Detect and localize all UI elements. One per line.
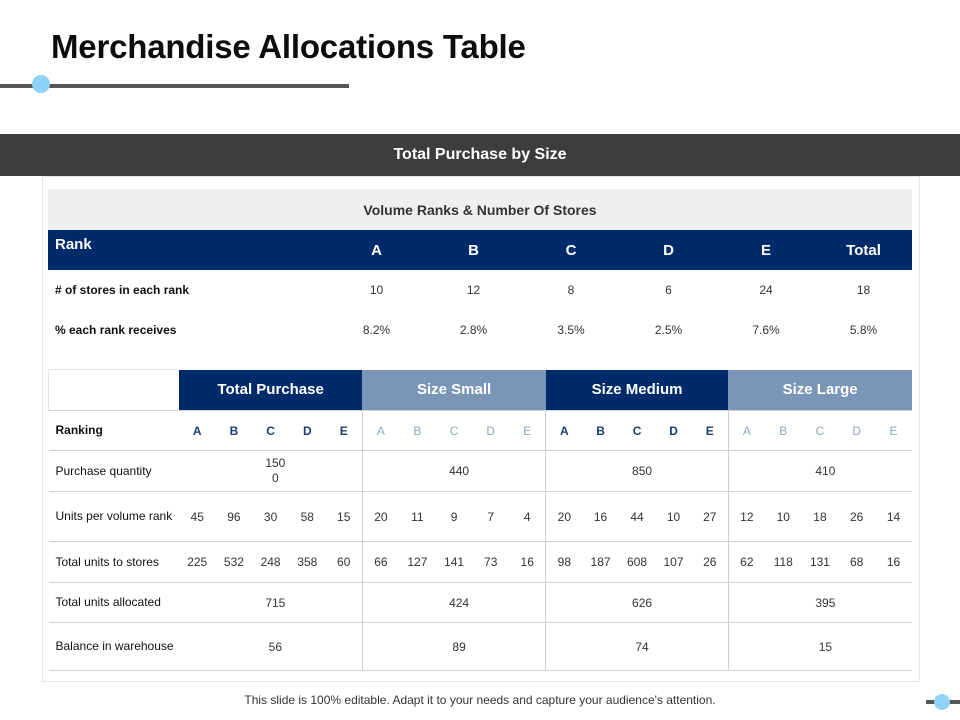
rank-letter: C bbox=[436, 411, 473, 451]
row-label: Total units to stores bbox=[49, 542, 179, 583]
table-cell: 60 bbox=[326, 542, 363, 583]
table-row bbox=[49, 623, 913, 671]
table-cell: 395 bbox=[728, 583, 912, 623]
table-cell: 248 bbox=[252, 542, 289, 583]
table-cell: 9 bbox=[436, 492, 473, 542]
row-label: Total units allocated bbox=[49, 583, 179, 623]
table-cell: 358 bbox=[289, 542, 326, 583]
title-underline bbox=[0, 84, 349, 88]
table-cell: 26 bbox=[692, 542, 728, 583]
title-accent-dot bbox=[32, 75, 50, 93]
table-row bbox=[49, 492, 913, 542]
table-cell: 74 bbox=[546, 623, 728, 671]
volume-ranks-table bbox=[48, 230, 912, 350]
table-cell: 11 bbox=[399, 492, 436, 542]
table-cell: 131 bbox=[802, 542, 839, 583]
row-label: Ranking bbox=[49, 411, 179, 451]
table-cell: 532 bbox=[216, 542, 253, 583]
table-cell: 73 bbox=[472, 542, 509, 583]
rank-col-b: B bbox=[468, 241, 479, 259]
table-cell: 45 bbox=[179, 492, 216, 542]
rank-col-total: Total bbox=[846, 241, 881, 259]
table-cell: 18 bbox=[856, 283, 871, 297]
blank-corner bbox=[49, 370, 179, 411]
table-cell: 8 bbox=[567, 283, 575, 297]
table-cell: 7 bbox=[472, 492, 509, 542]
table-cell: 98 bbox=[546, 542, 582, 583]
row-label: Units per volume rank bbox=[49, 492, 179, 542]
table-cell: 14 bbox=[875, 492, 912, 542]
table-cell: 62 bbox=[728, 542, 765, 583]
group-size-small: Size Small bbox=[362, 370, 546, 411]
table-cell: 56 bbox=[179, 623, 362, 671]
table-cell: 12 bbox=[728, 492, 765, 542]
rank-letter: D bbox=[838, 411, 875, 451]
table-cell: 626 bbox=[546, 583, 728, 623]
table-row bbox=[48, 310, 912, 350]
table-row bbox=[49, 451, 913, 492]
table-cell: 10 bbox=[765, 492, 802, 542]
section-band: Total Purchase by Size bbox=[0, 134, 960, 176]
table-cell: 440 bbox=[362, 451, 546, 492]
rank-col-d: D bbox=[663, 241, 674, 259]
table-cell: 27 bbox=[692, 492, 728, 542]
table-cell: 225 bbox=[179, 542, 216, 583]
table-cell: 89 bbox=[362, 623, 546, 671]
rank-letter: C bbox=[252, 411, 289, 451]
page-title: Merchandise Allocations Table bbox=[51, 28, 526, 65]
volume-header-row bbox=[48, 230, 912, 270]
table-cell: 12 bbox=[466, 283, 481, 297]
table-cell: 127 bbox=[399, 542, 436, 583]
table-cell: 16 bbox=[582, 492, 618, 542]
table-cell: 20 bbox=[362, 492, 399, 542]
table-cell: 2.8% bbox=[459, 323, 488, 337]
row-label: Balance in warehouse bbox=[49, 623, 179, 671]
rank-letter: B bbox=[399, 411, 436, 451]
table-cell: 96 bbox=[216, 492, 253, 542]
table-cell: 850 bbox=[546, 451, 728, 492]
table-cell: 150 0 bbox=[179, 451, 362, 492]
table-cell: 66 bbox=[362, 542, 399, 583]
group-header-row bbox=[49, 370, 913, 411]
table-cell: 6 bbox=[665, 283, 672, 297]
rank-letter: D bbox=[472, 411, 509, 451]
row-label: # of stores in each rank bbox=[55, 283, 190, 297]
corner-accent-dot bbox=[934, 694, 950, 710]
rank-letter: D bbox=[289, 411, 326, 451]
rank-letter: B bbox=[216, 411, 253, 451]
size-purchase-table bbox=[48, 369, 912, 671]
rank-col-e: E bbox=[760, 241, 771, 259]
table-cell: 141 bbox=[436, 542, 473, 583]
table-cell: 187 bbox=[582, 542, 618, 583]
table-row bbox=[49, 583, 913, 623]
table-cell: 68 bbox=[838, 542, 875, 583]
table-cell: 2.5% bbox=[654, 323, 683, 337]
table-cell: 10 bbox=[655, 492, 691, 542]
table-cell: 7.6% bbox=[752, 323, 780, 337]
table-cell: 5.8% bbox=[849, 323, 878, 337]
table-cell: 20 bbox=[546, 492, 582, 542]
rank-letter: A bbox=[728, 411, 765, 451]
rank-letter: A bbox=[546, 411, 582, 451]
rank-letter: A bbox=[362, 411, 399, 451]
table-cell: 16 bbox=[875, 542, 912, 583]
rank-letter: B bbox=[582, 411, 618, 451]
rank-letter: C bbox=[619, 411, 655, 451]
rank-letter: E bbox=[692, 411, 728, 451]
table-cell: 118 bbox=[765, 542, 802, 583]
group-size-large: Size Large bbox=[728, 370, 912, 411]
table-cell: 18 bbox=[802, 492, 839, 542]
table-cell: 26 bbox=[838, 492, 875, 542]
rank-col-a: A bbox=[371, 241, 382, 259]
rank-letter: D bbox=[655, 411, 691, 451]
rank-letter: B bbox=[765, 411, 802, 451]
table-cell: 58 bbox=[289, 492, 326, 542]
group-size-medium: Size Medium bbox=[546, 370, 728, 411]
table-row bbox=[49, 542, 913, 583]
table-cell: 424 bbox=[362, 583, 546, 623]
table-cell: 608 bbox=[619, 542, 655, 583]
rank-letter: A bbox=[179, 411, 216, 451]
table-cell: 4 bbox=[509, 492, 546, 542]
table-cell: 16 bbox=[509, 542, 546, 583]
table-cell: 15 bbox=[728, 623, 912, 671]
group-total-purchase: Total Purchase bbox=[179, 370, 362, 411]
row-label: % each rank receives bbox=[55, 323, 177, 337]
table-cell: 8.2% bbox=[362, 323, 391, 337]
table-cell: 30 bbox=[252, 492, 289, 542]
table-row bbox=[48, 270, 912, 310]
table-cell: 107 bbox=[655, 542, 691, 583]
row-label: Purchase quantity bbox=[49, 451, 179, 492]
rank-letter: E bbox=[326, 411, 363, 451]
table-cell: 410 bbox=[728, 451, 912, 492]
table-cell: 44 bbox=[619, 492, 655, 542]
table-cell: 715 bbox=[179, 583, 362, 623]
rank-letter: C bbox=[802, 411, 839, 451]
table-cell: 15 bbox=[326, 492, 363, 542]
table-cell: 10 bbox=[369, 283, 384, 297]
rank-col-c: C bbox=[565, 241, 577, 259]
table-cell: 3.5% bbox=[557, 323, 585, 337]
rank-letter: E bbox=[509, 411, 546, 451]
table-cell: 24 bbox=[759, 283, 773, 297]
volume-header: Volume Ranks & Number Of Stores bbox=[48, 189, 912, 230]
ranking-row bbox=[49, 411, 913, 451]
rank-letter: E bbox=[875, 411, 912, 451]
footer-note: This slide is 100% editable. Adapt it to your needs and capture your audience's attention. bbox=[244, 693, 716, 707]
rank-header: Rank bbox=[55, 236, 92, 253]
